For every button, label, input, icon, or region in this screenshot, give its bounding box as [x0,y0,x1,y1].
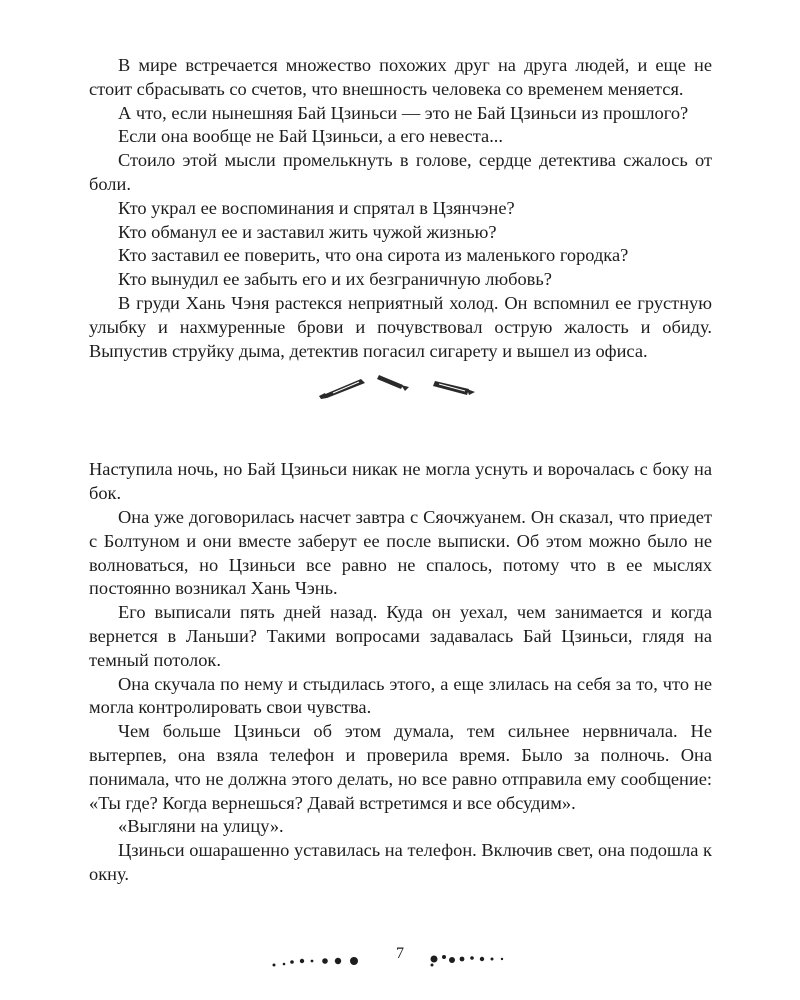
bullets-ornament-icon [315,365,485,405]
page-number: 7 [396,945,404,962]
paragraph: В мире встречается множество похожих друг на друга людей, и еще не стоит сбрасывать со счетов, что внешность человека со временем меняется. [89,55,712,99]
paragraph: Кто вынудил ее забыть его и их безграничную любовь? [118,269,552,290]
paragraph: «Выгляни на улицу». [118,816,284,837]
page-footer [0,941,800,971]
paragraph: Кто обманул ее и заставил жить чужой жизнью? [118,221,497,242]
paragraph: В груди Хань Чэня растекся неприятный холод. Он вспомнил ее грустную улыбку и нахмуренные брови и почувствовал острую жалость и обиду. Выпустив струйку дыма, детектив погасил сигарету и вышел из офиса. [89,292,712,361]
paragraph: Наступила ночь, но Бай Цзиньси никак не могла уснуть и ворочалась с боку на бок. [89,459,712,504]
paragraph: Его выписали пять дней назад. Куда он уехал, чем занимается и когда вернется в Ланьши? Такими вопросами задавалась Бай Цзиньси, глядя на темный потолок. [89,602,712,670]
paragraph: Она скучала по нему и стыдилась этого, а еще злилась на себя за то, что не могла контролировать свои чувства. [89,673,712,718]
paragraph: Кто заставил ее поверить, что она сирота из маленького городка? [118,245,629,266]
section-divider [89,363,712,458]
paragraph: Стоило этой мысли промелькнуть в голове, сердце детектива сжалось от боли. [89,150,712,194]
paragraph: Цзиньси ошарашенно уставилась на телефон. Включив свет, она подошла к окну. [89,840,712,884]
page-body [89,54,712,887]
paragraph: Кто украл ее воспоминания и спрятал в Цзянчэне? [118,197,515,218]
ink-splatter-icon [270,949,365,971]
paragraph: Если она вообще не Бай Цзиньси, а его невеста... [118,126,503,147]
paragraph: А что, если нынешняя Бай Цзиньси — это не Бай Цзиньси из прошлого? [118,102,689,123]
paragraph: Чем больше Цзиньси об этом думала, тем сильнее нервничала. Не вытерпев, она взяла телефон и проверила время. Было за полночь. Она понимала, что не должна этого делать, но все равно отправила ему сообщение: «Ты где? Когда вернешься? Давай встретимся и все обсудим». [89,721,712,813]
ink-splatter-icon [428,947,508,971]
paragraph: Она уже договорилась насчет завтра с Сяочжуанем. Он сказал, что приедет с Болтуном и они вместе заберут ее после выписки. Об этом можно было не волноваться, но Цзиньси все равно не спалось, потому что в ее мыслях постоянно возникал Хань Чэнь. [89,506,712,599]
